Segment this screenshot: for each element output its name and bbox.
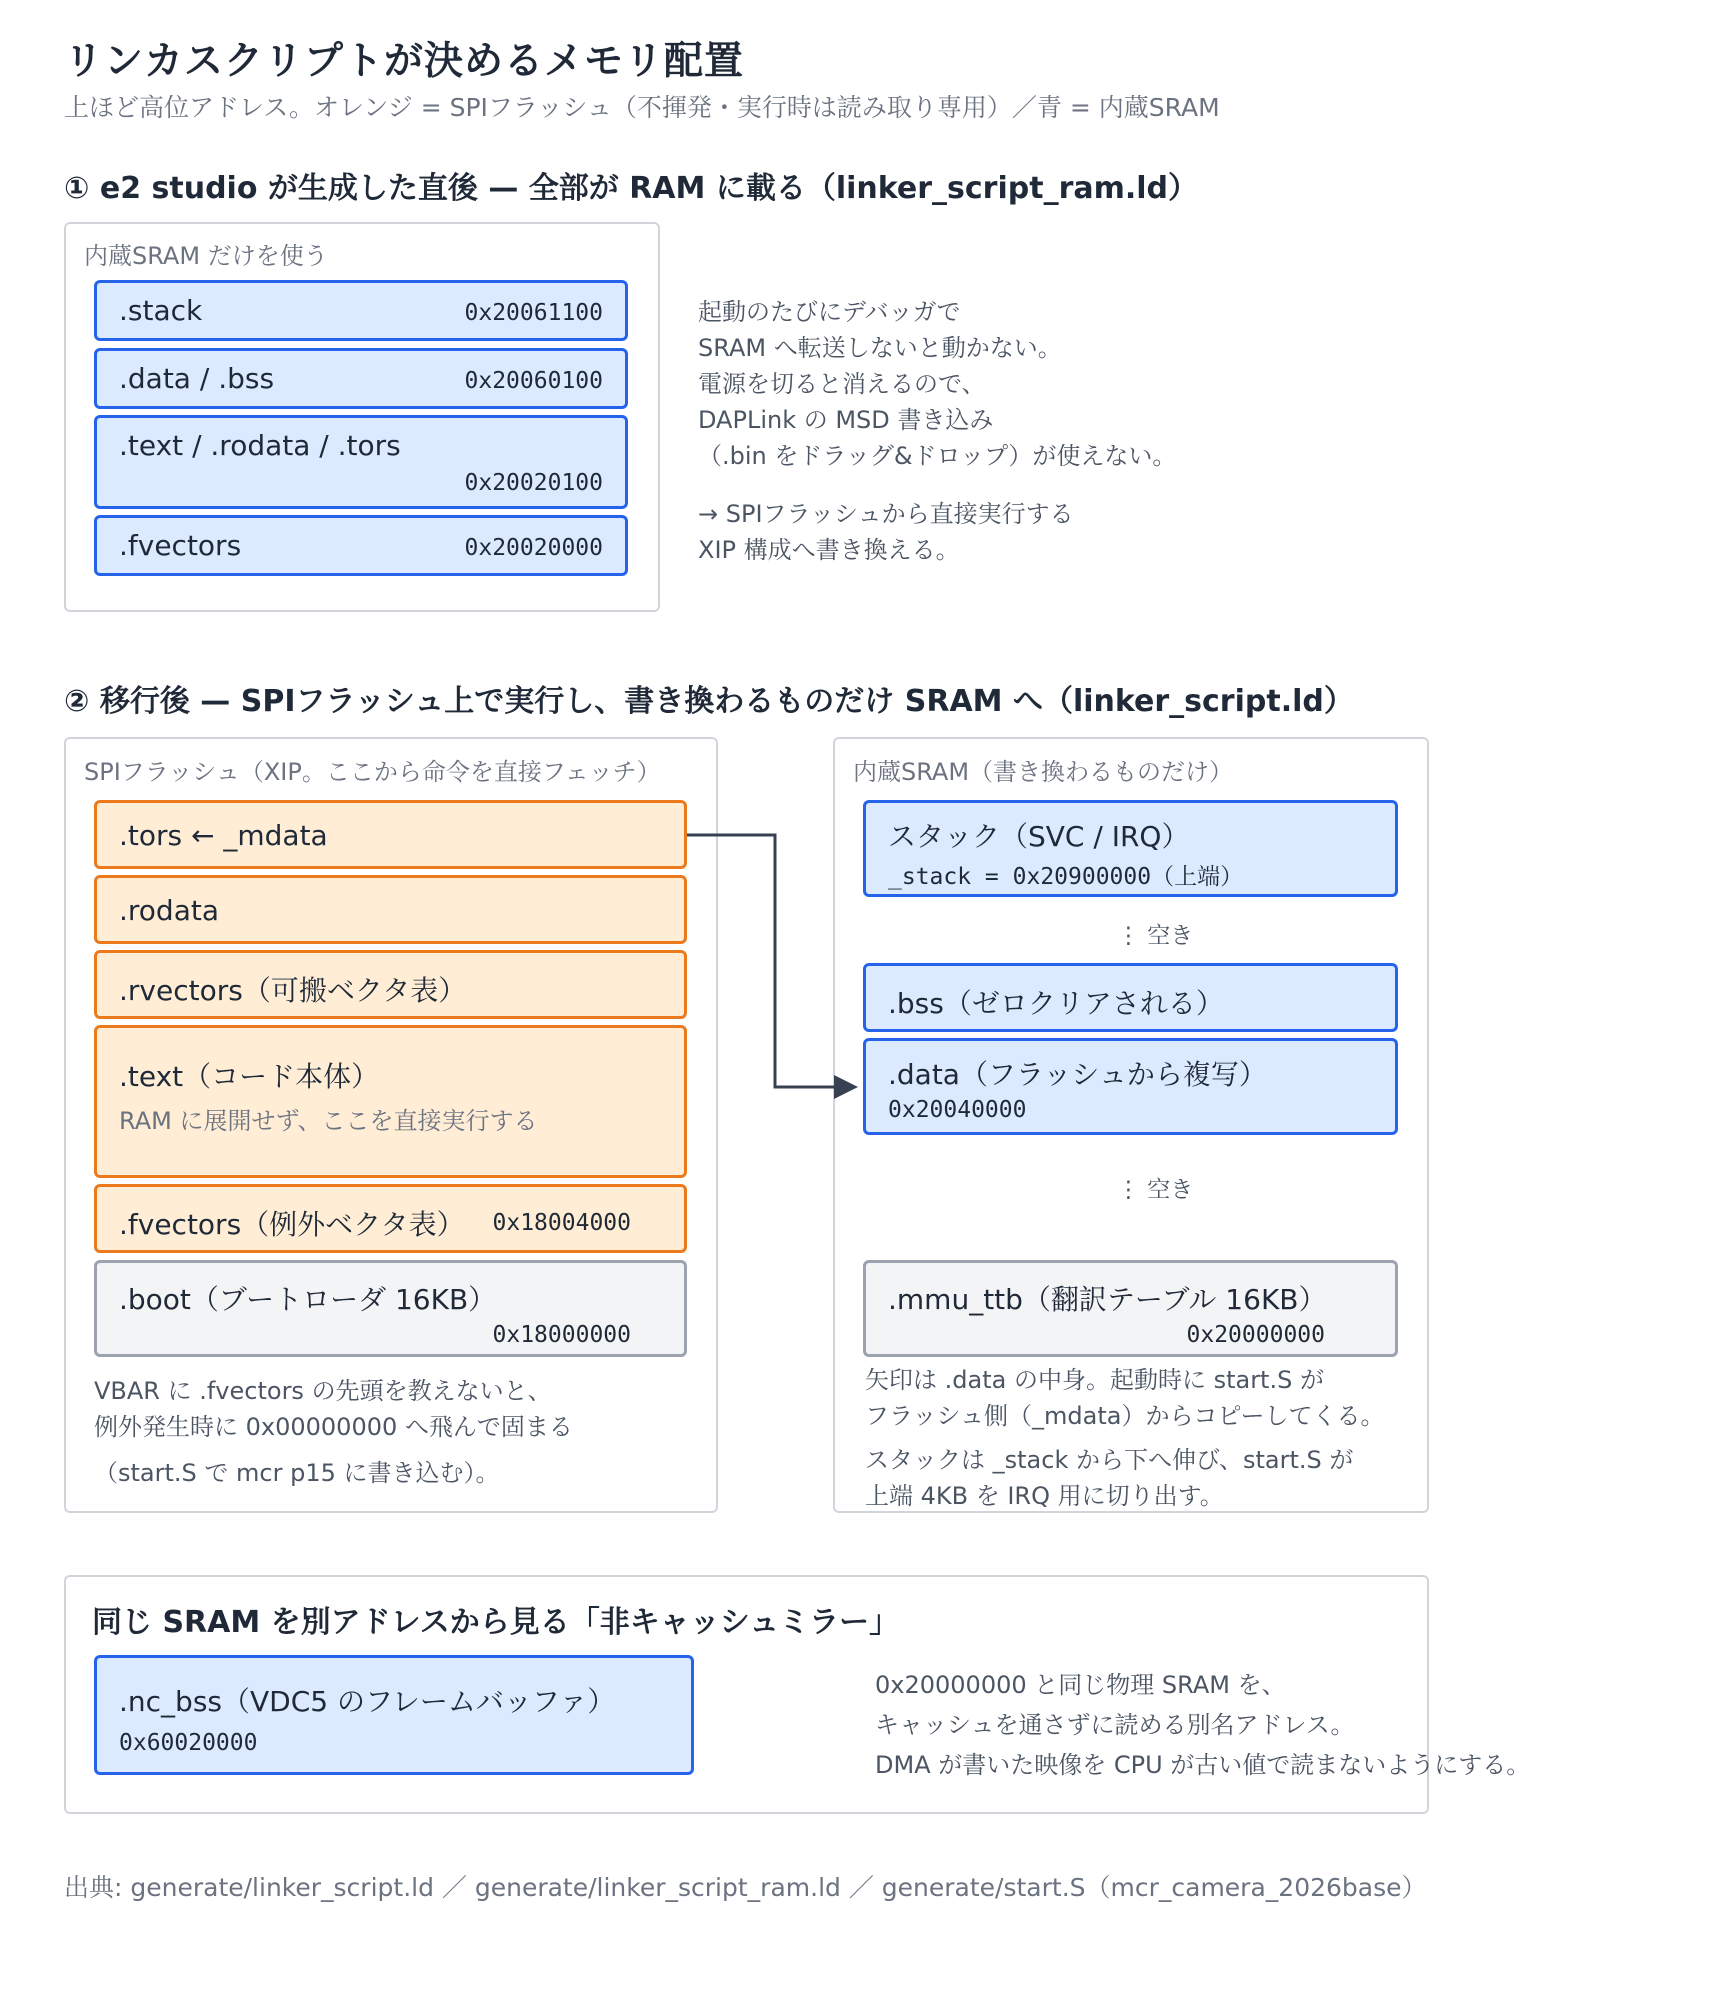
segment-name: .text（コード本体）	[119, 1060, 380, 1093]
source-footer: 出典: generate/linker_script.ld ／ generate/linker_script_ram.ld ／ generate/start.S（mcr_camera_2026base）	[64, 1873, 1427, 1902]
segment-name: .nc_bss（VDC5 のフレームバッファ）	[119, 1685, 616, 1718]
free-space-label: ⋮ 空き	[1117, 1177, 1194, 1203]
note-line: 0x20000000 と同じ物理 SRAM を、	[875, 1671, 1286, 1699]
note-line: → SPIフラッシュから直接実行する	[698, 500, 1074, 528]
segment-name: .data（フラッシュから複写）	[888, 1058, 1267, 1091]
segment-name: .rvectors（可搬ベクタ表）	[119, 974, 467, 1007]
segment-name: .bss（ゼロクリアされる）	[888, 987, 1224, 1020]
page-title: リンカスクリプトが決めるメモリ配置	[64, 39, 745, 84]
segment-name: .data / .bss	[119, 362, 275, 395]
segment-name: .boot（ブートローダ 16KB）	[119, 1283, 497, 1316]
segment-address: 0x18000000	[492, 1322, 631, 1348]
flash-panel-label: SPIフラッシュ（XIP。ここから命令を直接フェッチ）	[84, 758, 661, 786]
segment-address: 0x20060100	[464, 368, 603, 394]
segment-name: .tors ← _mdata	[119, 819, 328, 852]
note-line: VBAR に .fvectors の先頭を教えないと、	[94, 1377, 552, 1405]
section2-heading: ② 移行後 — SPIフラッシュ上で実行し、書き換わるものだけ SRAM へ（linker_script.ld）	[64, 684, 1354, 719]
segment-address: 0x20020000	[464, 535, 603, 561]
segment-address: 0x20000000	[1186, 1322, 1325, 1348]
note-line: キャッシュを通さずに読める別名アドレス。	[875, 1711, 1355, 1739]
section1-panel-label: 内蔵SRAM だけを使う	[84, 242, 328, 270]
section1-heading: ① e2 studio が生成した直後 — 全部が RAM に載る（linker_script_ram.ld）	[64, 171, 1199, 206]
section3-heading: 同じ SRAM を別アドレスから見る「非キャッシュミラー」	[92, 1605, 900, 1640]
segment-address: _stack = 0x20900000（上端）	[888, 864, 1244, 890]
note-line: SRAM へ転送しないと動かない。	[698, 334, 1062, 362]
note-line: 例外発生時に 0x00000000 へ飛んで固まる	[94, 1413, 573, 1441]
segment-address: 0x20020100	[464, 470, 603, 496]
segment-name: .rodata	[119, 894, 219, 927]
segment-address: 0x60020000	[119, 1730, 258, 1756]
page-subtitle: 上ほど高位アドレス。オレンジ = SPIフラッシュ（不揮発・実行時は読み取り専用）／青 = 内蔵SRAM	[64, 93, 1220, 122]
segment-description: RAM に展開せず、ここを直接実行する	[119, 1107, 538, 1135]
note-line: 矢印は .data の中身。起動時に start.S が	[865, 1366, 1324, 1394]
segment-name: スタック（SVC / IRQ）	[888, 820, 1190, 853]
segment-address: 0x20040000	[888, 1097, 1027, 1123]
note-line: XIP 構成へ書き換える。	[698, 536, 960, 564]
note-line: 上端 4KB を IRQ 用に切り出す。	[865, 1482, 1224, 1510]
segment-name: .stack	[119, 294, 203, 327]
note-line: （start.S で mcr p15 に書き込む）。	[94, 1459, 500, 1487]
free-space-label: ⋮ 空き	[1117, 923, 1194, 949]
segment-name: .mmu_ttb（翻訳テーブル 16KB）	[888, 1283, 1327, 1316]
note-line: 電源を切ると消えるので、	[698, 370, 986, 398]
note-line: フラッシュ側（_mdata）からコピーしてくる。	[865, 1402, 1385, 1430]
mirror-note	[875, 1665, 1530, 1785]
segment-address: 0x20061100	[464, 300, 603, 326]
note-line: スタックは _stack から下へ伸び、start.S が	[865, 1446, 1354, 1474]
note-line: DAPLink の MSD 書き込み	[698, 406, 994, 434]
note-line: 起動のたびにデバッガで	[698, 298, 961, 326]
segment-name: .fvectors	[119, 529, 242, 562]
sram-panel-label: 内蔵SRAM（書き換わるものだけ）	[853, 758, 1234, 786]
note-line: （.bin をドラッグ&ドロップ）が使えない。	[698, 442, 1177, 470]
nc-bss-segment	[94, 1655, 694, 1775]
note-line: DMA が書いた映像を CPU が古い値で読まないようにする。	[875, 1751, 1531, 1779]
segment-name: .fvectors（例外ベクタ表）	[119, 1208, 465, 1241]
segment-address: 0x18004000	[492, 1210, 631, 1236]
segment-name: .text / .rodata / .tors	[119, 429, 401, 462]
